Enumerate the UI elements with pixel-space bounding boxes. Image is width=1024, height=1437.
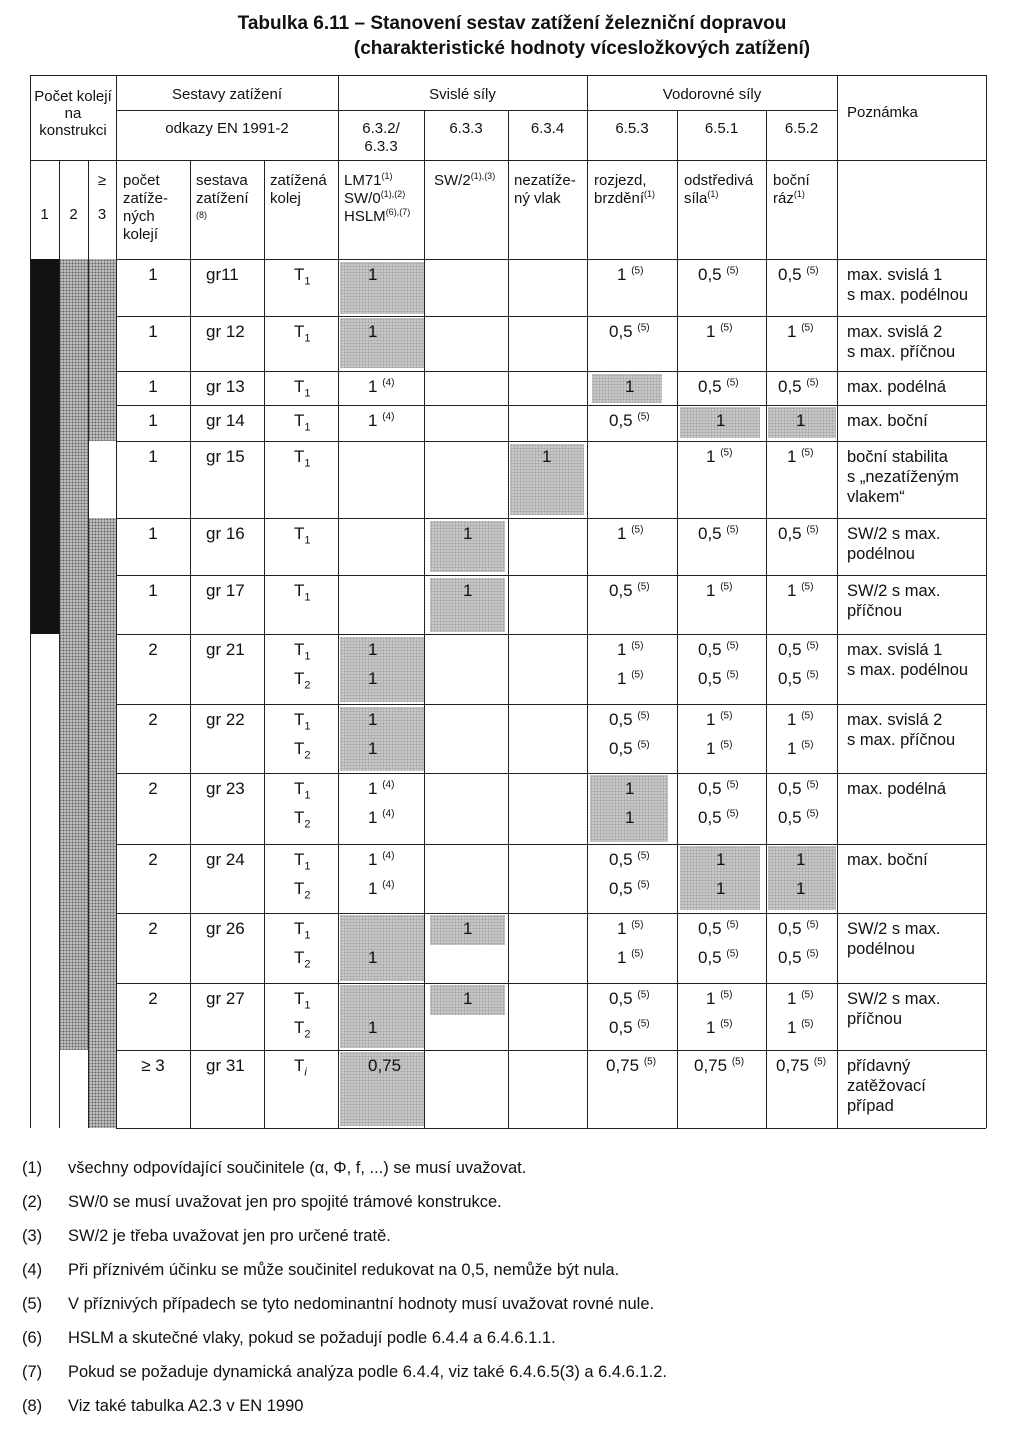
cell-shading [340,637,424,702]
cell-shading [340,318,424,368]
cell-lm71: 1 [368,640,378,659]
header-zatizena: zatížená [270,172,327,189]
cell-odstrediva: 1 $^{(5)}$ [706,1018,733,1037]
cell-zatizena-kolej: $T_1$ [294,850,311,873]
cell-zatizena-kolej: $T_i$ [294,1056,307,1079]
cell-sestava: gr 23 [206,779,245,798]
grid-line-h [116,371,986,372]
footnote-text: HSLM a skutečné vlaky, pokud se požadují podle 6.4.4 a 6.4.6.1.1. [68,1329,556,1347]
cell-odstrediva: 0,5 $^{(5)}$ [698,779,739,798]
grid-line-v [264,160,265,1128]
cell-sestava: gr 14 [206,411,245,430]
cell-sw2: 1 [463,989,473,1008]
cell-bocni-raz: 1 [796,411,806,430]
cell-sestava: gr 26 [206,919,245,938]
cell-bocni-raz: 0,75 $^{(5)}$ [776,1056,827,1075]
cell-nezatizeny: 1 [542,447,552,466]
cell-odstrediva: 0,5 $^{(5)}$ [698,948,739,967]
cell-poznamka: případ [847,1097,894,1115]
cell-bocni-raz: 0,5 $^{(5)}$ [778,640,819,659]
header-k3b: 3 [97,206,107,223]
cell-sw2: 1 [463,581,473,600]
footnote-number: (4) [22,1261,43,1279]
cell-sestava: gr11 [206,265,239,284]
cell-bocni-raz: 0,5 $^{(5)}$ [778,808,819,827]
grid-line-h [116,405,986,406]
header-rozjezd: rozjezd, [594,172,647,189]
header-pocet: Počet kolejí na konstrukci [34,88,112,139]
cell-poznamka: max. boční [847,412,928,430]
cell-bocni-raz: 1 $^{(5)}$ [787,322,814,341]
cell-shading [88,518,116,1050]
cell-rozjezd: 1 [625,377,635,396]
cell-odstrediva: 1 [716,879,726,898]
cell-odstrediva: 0,75 $^{(5)}$ [694,1056,745,1075]
cell-odstrediva: 1 [716,850,726,869]
cell-poznamka: zatěžovací [847,1077,926,1095]
cell-poznamka: s max. příčnou [847,343,956,361]
cell-lm71: 0,75 [368,1056,402,1075]
cell-zatizena-kolej: $T_1$ [294,581,311,604]
cell-bocni-raz: 0,5 $^{(5)}$ [778,377,819,396]
header-sestavy: Sestavy zatížení [171,86,283,103]
cell-shading [88,259,116,441]
cell-odstrediva: 0,5 $^{(5)}$ [698,808,739,827]
cell-poznamka: max. podélná [847,780,947,798]
cell-zatizena-kolej: $T_1$ [294,779,311,802]
grid-line-h [116,316,986,317]
cell-zatizena-kolej: $T_1$ [294,640,311,663]
cell-odstrediva: 1 $^{(5)}$ [706,322,733,341]
cell-odstrediva: 0,5 $^{(5)}$ [698,669,739,688]
header-634: 6.3.4 [530,120,565,137]
cell-bocni-raz: 1 $^{(5)}$ [787,989,814,1008]
cell-poznamka: max. boční [847,851,928,869]
cell-bocni-raz: 0,5 $^{(5)}$ [778,919,819,938]
cell-shading [340,915,424,981]
cell-sestava: gr 21 [206,640,245,659]
cell-poznamka: boční stabilita [847,448,948,466]
cell-poznamka: příčnou [847,1010,903,1028]
cell-pocet-kolejí: 1 [148,447,158,466]
cell-lm71: 1 $^{(4)}$ [368,879,395,898]
cell-bocni-raz: 0,5 $^{(5)}$ [778,948,819,967]
header-nezat: nezatíže- [514,172,576,189]
footnote-text: Viz také tabulka A2.3 v EN 1990 [68,1397,304,1415]
footnote-number: (3) [22,1227,43,1245]
header-odstrediva: odstředivá [684,172,754,189]
cell-zatizena-kolej: $T_1$ [294,322,311,345]
table-title-line1: Tabulka 6.11 – Stanovení sestav zatížení železniční dopravou [237,13,787,34]
cell-sestava: gr 27 [206,989,245,1008]
cell-bocni-raz: 1 $^{(5)}$ [787,739,814,758]
grid-line-v [508,110,509,1128]
header-sila: síla$^{(1)}$ [684,189,719,207]
footnote-text: všechny odpovídající součinitele (α, Φ, f, ...) se musí uvažovat. [68,1159,527,1177]
cell-lm71: 1 [368,948,378,967]
grid-line-v [59,160,60,1128]
grid-line-v [116,75,117,1128]
header-651: 6.5.1 [704,120,739,137]
cell-bocni-raz: 1 [796,879,806,898]
grid-line-v [190,160,191,1128]
cell-poznamka: s max. podélnou [847,661,969,679]
cell-rozjezd: 0,5 $^{(5)}$ [609,989,650,1008]
cell-bocni-raz: 0,5 $^{(5)}$ [778,669,819,688]
header-sw2: $SW/2^{(1),(3)}$ [434,171,496,189]
cell-pocet-kolejí: 2 [148,850,158,869]
grid-line-v [338,75,339,1128]
header-bocni: boční [773,172,810,189]
cell-lm71: 1 [368,669,378,688]
cell-rozjezd: 0,5 $^{(5)}$ [609,1018,650,1037]
cell-zatizena-kolej: $T_1$ [294,989,311,1012]
header-brzdeni: brzdění$^{(1)}$ [594,189,656,207]
cell-lm71: 1 $^{(4)}$ [368,808,395,827]
cell-pocet-kolejí: 1 [148,265,158,284]
header-odkazy: odkazy EN 1991-2 [165,120,289,137]
footnote-number: (6) [22,1329,43,1347]
cell-bocni-raz: 1 $^{(5)}$ [787,710,814,729]
grid-line-v [424,110,425,1128]
cell-rozjezd: 1 $^{(5)}$ [617,919,644,938]
cell-odstrediva: 0,5 $^{(5)}$ [698,524,739,543]
table-title-line2: (charakteristické hodnoty vícesložkových zatížení) [353,38,811,59]
footnote-text: SW/2 je třeba uvažovat jen pro určené tratě. [68,1227,391,1245]
cell-sestava: gr 17 [206,581,245,600]
cell-pocet-kolejí: 2 [148,710,158,729]
grid-line-h [116,1050,986,1051]
footnote-text: Při příznivém účinku se může součinitel redukovat na 0,5, nemůže být nula. [68,1261,620,1279]
cell-lm71: 1 $^{(4)}$ [368,377,395,396]
cell-poznamka: s „nezatíženým [847,468,959,486]
grid-line-h [116,844,986,845]
cell-bocni-raz: 0,5 $^{(5)}$ [778,524,819,543]
grid-line-h [116,160,338,161]
cell-rozjezd: 1 [625,808,635,827]
grid-line-h [116,704,986,705]
cell-sw2: 1 [463,524,473,543]
footnote-number: (8) [22,1397,43,1415]
cell-shading [340,707,424,771]
cell-shading [59,634,88,1050]
cell-rozjezd: 1 $^{(5)}$ [617,265,644,284]
cell-rozjezd: 0,5 $^{(5)}$ [609,581,650,600]
header-sestava-zat: sestava [196,172,248,189]
cell-poznamka: max. svislá 1 [847,641,943,659]
header-pocet-zat: zatíže- [123,190,169,207]
cell-bocni-raz: 0,5 $^{(5)}$ [778,779,819,798]
cell-rozjezd: 0,5 $^{(5)}$ [609,710,650,729]
cell-poznamka: příčnou [847,602,903,620]
cell-zatizena-kolej: $T_2$ [294,739,311,762]
grid-line-h [116,913,986,914]
header-raz: ráz$^{(1)}$ [773,189,805,207]
cell-odstrediva: 1 $^{(5)}$ [706,710,733,729]
cell-lm71: 1 [368,710,378,729]
header-zatizena: kolej [270,190,301,207]
grid-line-h [116,1128,986,1129]
header-633: 6.3.3 [449,120,483,137]
cell-lm71: 1 $^{(4)}$ [368,779,395,798]
cell-zatizena-kolej: $T_1$ [294,377,311,400]
cell-pocet-kolejí: 1 [148,581,158,600]
grid-line-v [837,75,838,1128]
cell-poznamka: max. svislá 1 [847,266,943,284]
cell-zatizena-kolej: $T_1$ [294,710,311,733]
grid-line-v [766,110,767,1128]
cell-rozjezd: 0,5 $^{(5)}$ [609,739,650,758]
cell-shading [340,262,424,314]
cell-odstrediva: 1 $^{(5)}$ [706,581,733,600]
cell-poznamka: max. svislá 2 [847,711,943,729]
cell-poznamka: max. svislá 2 [847,323,943,341]
footnote-text: SW/0 se musí uvažovat jen pro spojité trámové konstrukce. [68,1193,502,1211]
cell-pocet-kolejí: 1 [148,322,158,341]
cell-zatizena-kolej: $T_1$ [294,524,311,547]
header-hslm: $HSLM^{(6),(7)}$ [344,207,411,225]
header-vodorovne: Vodorovné síly [662,86,762,103]
cell-bocni-raz: 1 $^{(5)}$ [787,1018,814,1037]
grid-line-h [30,75,986,76]
grid-line-h [116,259,986,260]
header-652: 6.5.2 [784,120,819,137]
cell-shading [340,985,424,1048]
header-sestava-sup: (8) [196,210,207,220]
cell-poznamka: max. podélná [847,378,947,396]
footnote-number: (1) [22,1159,43,1177]
header-k2: 2 [69,206,78,223]
cell-zatizena-kolej: $T_2$ [294,669,311,692]
header-633a: 6.3.3 [364,138,398,155]
grid-line-h [837,160,986,161]
cell-poznamka: podélnou [847,940,915,958]
cell-poznamka: s max. podélnou [847,286,969,304]
grid-line-v [986,75,987,1128]
header-lm71: LM71$^{(1)}$ [344,171,393,189]
cell-zatizena-kolej: $T_1$ [294,919,311,942]
cell-zatizena-kolej: $T_2$ [294,879,311,902]
cell-shading [88,1050,116,1128]
cell-rozjezd: 1 [625,779,635,798]
cell-odstrediva: 1 [716,411,726,430]
cell-odstrediva: 1 $^{(5)}$ [706,447,733,466]
cell-zatizena-kolej: $T_2$ [294,948,311,971]
cell-sw2: 1 [463,919,473,938]
header-653: 6.5.3 [615,120,649,137]
cell-rozjezd: 1 $^{(5)}$ [617,524,644,543]
cell-pocet-kolejí: 2 [148,919,158,938]
cell-poznamka: SW/2 s max. [847,582,941,600]
footnote-number: (5) [22,1295,43,1313]
footnote-number: (7) [22,1363,43,1381]
footnote-text: V příznivých případech se tyto nedominantní hodnoty musí uvažovat rovné nule. [68,1295,655,1313]
cell-lm71: 1 [368,322,378,341]
cell-odstrediva: 0,5 $^{(5)}$ [698,377,739,396]
cell-rozjezd: 1 $^{(5)}$ [617,948,644,967]
header-pocet-zat: počet [123,172,160,189]
grid-line-h [116,110,837,111]
cell-odstrediva: 0,5 $^{(5)}$ [698,265,739,284]
cell-pocet-kolejí: 2 [148,640,158,659]
cell-pocet-kolejí: 1 [148,411,158,430]
cell-rozjezd: 0,75 $^{(5)}$ [606,1056,657,1075]
grid-line-h [116,575,986,576]
cell-lm71: 1 $^{(4)}$ [368,411,395,430]
cell-poznamka: s max. příčnou [847,731,956,749]
cell-rozjezd: 1 $^{(5)}$ [617,640,644,659]
cell-shading [30,259,59,634]
grid-line-h [116,983,986,984]
cell-bocni-raz: 1 [796,850,806,869]
header-pocet-zat: kolejí [123,226,159,243]
cell-sestava: gr 22 [206,710,245,729]
cell-zatizena-kolej: $T_1$ [294,411,311,434]
header-k3: ≥ [97,172,107,189]
cell-bocni-raz: 1 $^{(5)}$ [787,581,814,600]
cell-sestava: gr 16 [206,524,245,543]
footnote-number: (2) [22,1193,43,1211]
cell-odstrediva: 0,5 $^{(5)}$ [698,919,739,938]
cell-zatizena-kolej: $T_2$ [294,1018,311,1041]
cell-rozjezd: 0,5 $^{(5)}$ [609,322,650,341]
cell-sestava: gr 13 [206,377,245,396]
header-poznamka: Poznámka [847,104,918,121]
cell-pocet-kolejí: ≥ 3 [141,1056,165,1075]
cell-lm71: 1 [368,265,378,284]
header-632: 6.3.2/ [362,120,400,137]
cell-poznamka: vlakem“ [847,488,905,506]
cell-shading [59,259,88,634]
cell-rozjezd: 0,5 $^{(5)}$ [609,850,650,869]
footnote-text: Pokud se požaduje dynamická analýza podle 6.4.4, viz také 6.4.6.5(3) a 6.4.6.1.2. [68,1363,667,1381]
grid-line-v [30,75,31,1128]
cell-pocet-kolejí: 1 [148,377,158,396]
cell-lm71: 1 [368,739,378,758]
grid-line-h [116,441,986,442]
header-pocet-zat: ných [123,208,155,225]
header-sestava-zat: zatížení [196,190,249,207]
cell-lm71: 1 [368,1018,378,1037]
header-nezat: ný vlak [514,190,561,207]
cell-rozjezd: 1 $^{(5)}$ [617,669,644,688]
cell-rozjezd: 0,5 $^{(5)}$ [609,411,650,430]
grid-line-h [116,773,986,774]
cell-bocni-raz: 0,5 $^{(5)}$ [778,265,819,284]
cell-zatizena-kolej: $T_2$ [294,808,311,831]
cell-zatizena-kolej: $T_1$ [294,265,311,288]
cell-odstrediva: 1 $^{(5)}$ [706,989,733,1008]
cell-sestava: gr 15 [206,447,245,466]
grid-line-v [677,110,678,1128]
header-sw0: $SW/0^{(1),(2)}$ [344,189,406,207]
cell-pocet-kolejí: 2 [148,989,158,1008]
cell-lm71: 1 $^{(4)}$ [368,850,395,869]
cell-odstrediva: 1 $^{(5)}$ [706,739,733,758]
grid-line-v [587,75,588,1128]
cell-poznamka: podélnou [847,545,915,563]
cell-bocni-raz: 1 $^{(5)}$ [787,447,814,466]
grid-line-h [116,634,986,635]
cell-odstrediva: 0,5 $^{(5)}$ [698,640,739,659]
cell-sestava: gr 12 [206,322,245,341]
grid-line-h [30,160,116,161]
grid-line-v [88,160,89,1128]
header-svisle: Svislé síly [429,86,496,103]
cell-poznamka: SW/2 s max. [847,525,941,543]
cell-poznamka: přídavný [847,1057,911,1075]
cell-rozjezd: 0,5 $^{(5)}$ [609,879,650,898]
cell-sestava: gr 24 [206,850,245,869]
header-k1: 1 [40,206,49,223]
grid-line-h [116,518,986,519]
cell-zatizena-kolej: $T_1$ [294,447,311,470]
cell-poznamka: SW/2 s max. [847,920,941,938]
cell-pocet-kolejí: 2 [148,779,158,798]
cell-sestava: gr 31 [206,1056,245,1075]
cell-pocet-kolejí: 1 [148,524,158,543]
cell-poznamka: SW/2 s max. [847,990,941,1008]
